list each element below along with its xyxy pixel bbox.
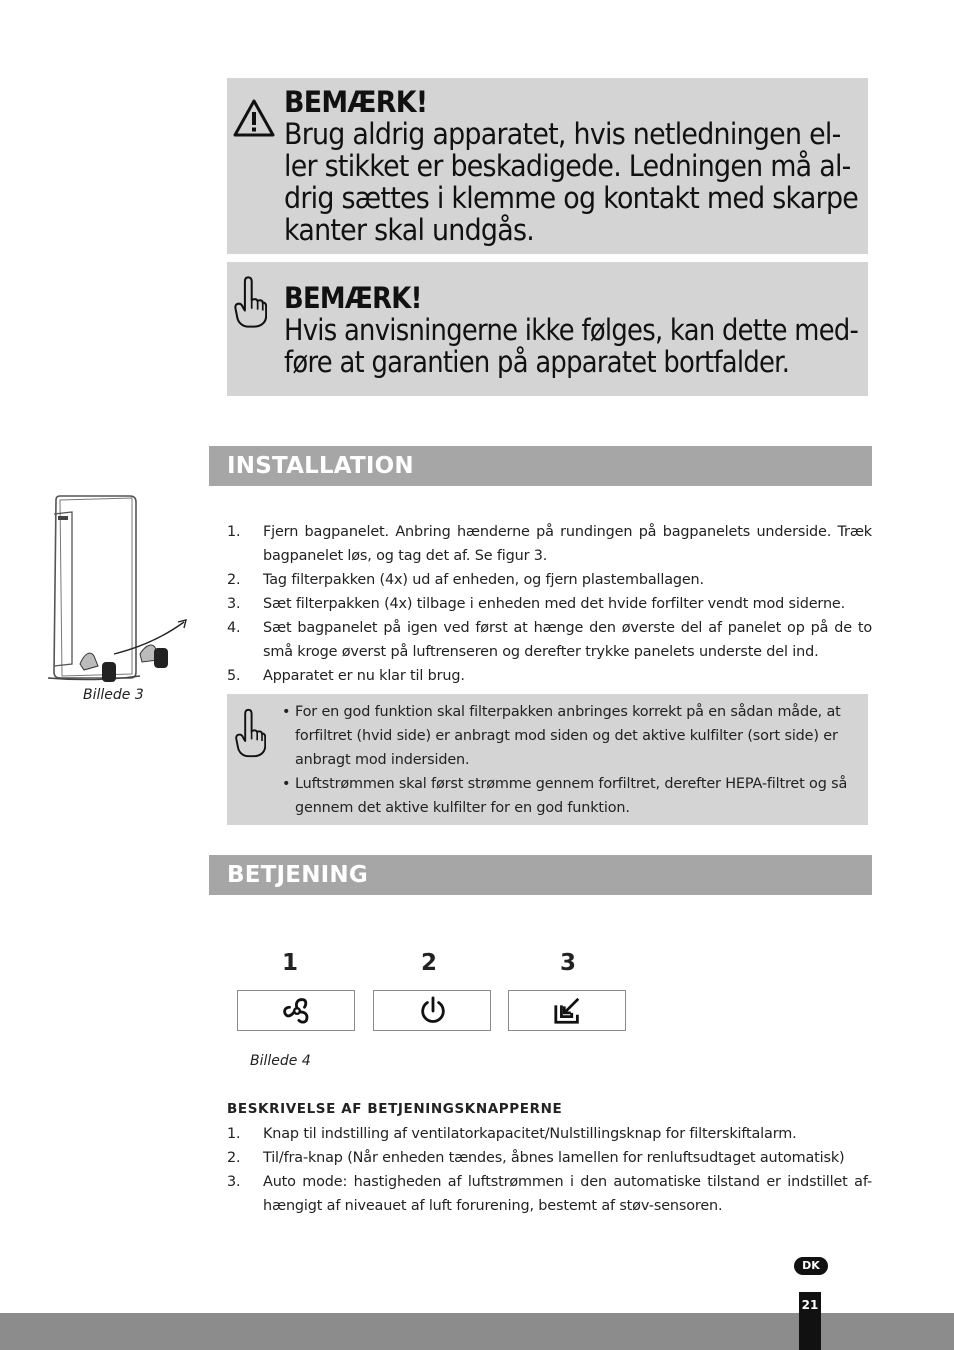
item-text: Knap til indstilling af ventilatorkapacitet/Nulstillingsknap for filterskiftalarm. xyxy=(263,1126,797,1142)
warning-triangle-icon xyxy=(233,98,275,140)
section-header-installation xyxy=(209,446,872,486)
warning-2-line: Hvis anvisningerne ikke følges, kan dette med- xyxy=(284,313,859,347)
fan-icon xyxy=(281,996,313,1026)
item-text: Auto mode: hastigheden af luftstrømmen i den automatiske tilstand er indstillet af-hængigt af niveauet af luft forurening, bestemt af støv-sensoren. xyxy=(263,1174,872,1214)
list-item xyxy=(227,1170,872,1218)
note-text: Luftstrømmen skal først strømme gennem forfiltret, derefter HEPA-filtret og så gennem det aktive kulfilter for en god funktion. xyxy=(295,776,848,816)
button-number-1: 1 xyxy=(282,950,299,976)
step-text: Sæt filterpakken (4x) tilbage i enheden med det hvide forfilter vendt mod siderne. xyxy=(263,596,846,612)
figure-4-caption: Billede 4 xyxy=(250,1053,311,1069)
warning-1-title: BEMÆRK! xyxy=(284,85,428,119)
warning-1-line: drig sættes i klemme og kontakt med skarpe xyxy=(284,181,859,215)
step-number: 3. xyxy=(227,596,241,612)
list-item xyxy=(227,568,872,592)
warning-1-line: Brug aldrig apparatet, hvis netledningen el- xyxy=(284,117,841,151)
section-title: BETJENING xyxy=(227,862,368,888)
step-number: 5. xyxy=(227,668,241,684)
warning-box-1 xyxy=(227,78,868,254)
power-icon xyxy=(417,996,449,1026)
pointing-hand-icon xyxy=(234,704,266,762)
item-text: Til/fra-knap (Når enheden tændes, åbnes lamellen for renluftsudtaget automatisk) xyxy=(263,1150,845,1166)
button-description-heading: BESKRIVELSE AF BETJENINGSKNAPPERNE xyxy=(227,1101,563,1117)
item-number: 3. xyxy=(227,1174,241,1190)
warning-box-2 xyxy=(227,262,868,396)
auto-mode-button[interactable] xyxy=(508,990,626,1031)
button-descriptions xyxy=(227,1122,872,1218)
step-text: Sæt bagpanelet på igen ved først at hænge den øverste del af panelet op på de to små kroge øverst på luftrenseren og derefter trykke panelets underste del ind. xyxy=(263,620,872,660)
language-badge: DK xyxy=(794,1257,828,1275)
step-number: 2. xyxy=(227,572,241,588)
list-item xyxy=(227,520,872,568)
list-item xyxy=(227,1122,872,1146)
list-item xyxy=(227,616,872,664)
button-number-3: 3 xyxy=(560,950,577,976)
bullet: • xyxy=(282,704,291,720)
warning-2-text xyxy=(284,281,859,379)
step-text: Fjern bagpanelet. Anbring hænderne på rundingen på bagpanelets underside. Træk bagpanelet løs, og tag det af. Se figur 3. xyxy=(263,524,872,564)
warning-1-line: ler stikket er beskadigede. Ledningen må al- xyxy=(284,149,851,183)
note-text: For en god funktion skal filterpakken anbringes korrekt på en sådan måde, at forfiltret (hvid side) er anbragt mod siden og det aktive kulfilter (sort side) er anbragt mod indersiden. xyxy=(295,704,841,768)
warning-2-title: BEMÆRK! xyxy=(284,281,422,315)
section-header-betjening xyxy=(209,855,872,895)
item-number: 1. xyxy=(227,1126,241,1142)
list-item xyxy=(282,772,858,820)
page-number: 21 xyxy=(801,1298,819,1312)
item-number: 2. xyxy=(227,1150,241,1166)
button-number-2: 2 xyxy=(421,950,438,976)
power-button[interactable] xyxy=(373,990,491,1031)
step-number: 4. xyxy=(227,620,241,636)
list-item xyxy=(282,700,858,772)
installation-steps xyxy=(227,520,872,688)
bullet: • xyxy=(282,776,291,792)
section-title: INSTALLATION xyxy=(227,453,414,479)
step-text: Apparatet er nu klar til brug. xyxy=(263,668,465,684)
fan-speed-button[interactable] xyxy=(237,990,355,1031)
air-purifier-illustration xyxy=(44,494,194,688)
list-item xyxy=(227,592,872,616)
step-number: 1. xyxy=(227,524,241,540)
list-item xyxy=(227,664,872,688)
note-list xyxy=(282,700,858,820)
pointing-hand-icon xyxy=(233,272,267,332)
figure-3-caption: Billede 3 xyxy=(83,687,144,703)
step-text: Tag filterpakken (4x) ud af enheden, og fjern plastemballagen. xyxy=(263,572,704,588)
warning-2-line: føre at garantien på apparatet bortfalder. xyxy=(284,345,790,379)
warning-1-line: kanter skal undgås. xyxy=(284,213,535,247)
auto-mode-icon xyxy=(552,996,584,1026)
note-box xyxy=(227,694,868,825)
warning-1-text xyxy=(284,85,859,247)
list-item xyxy=(227,1146,872,1170)
